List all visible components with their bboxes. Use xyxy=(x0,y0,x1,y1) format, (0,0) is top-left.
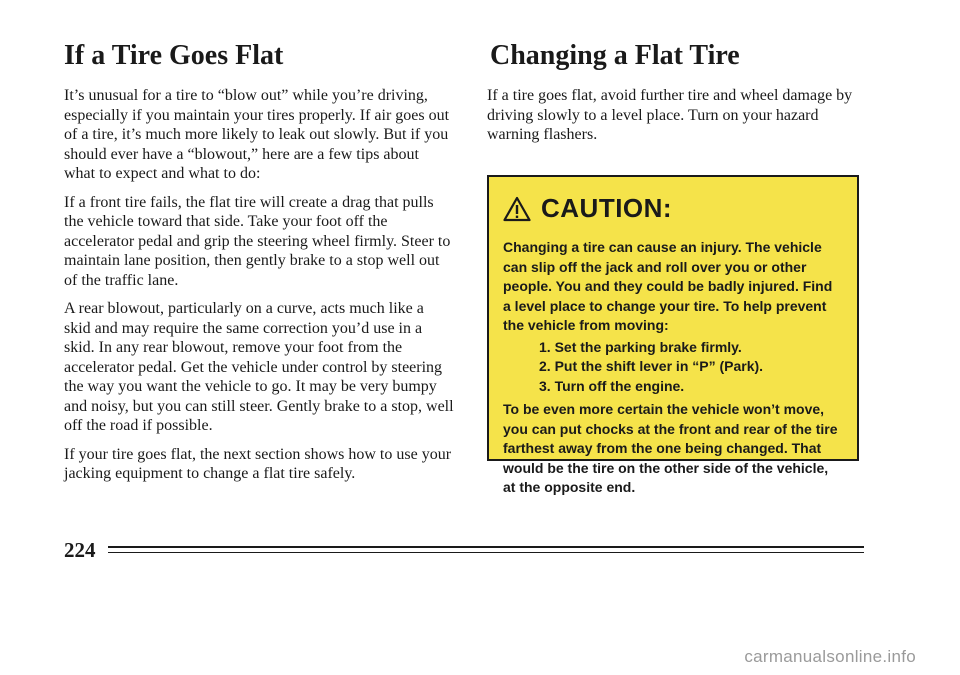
caution-outro: To be even more certain the vehicle won’t move, you can put chocks at the front and rear of the tire farthest away from the one being changed. That would be the tire on the other side of the vehicle, at the opposite end. xyxy=(503,401,838,495)
caution-box xyxy=(487,175,859,495)
caution-step: 2. Put the shift lever in “P” (Park). xyxy=(539,358,764,374)
section-heading-changing-tire: Changing a Flat Tire xyxy=(490,40,740,71)
warning-triangle-icon xyxy=(503,196,531,222)
section-heading-flat-tire: If a Tire Goes Flat xyxy=(64,40,284,71)
paragraph-front-tire: If a front tire fails, the flat tire will create a drag that pulls the vehicle toward that side. Take your foot off the accelerator pedal and grip the steering wheel firmly. Steer to maintain lane position, then gently brake to a stop well out of the traffic lane. xyxy=(64,193,451,289)
paragraph-blowout-intro: It’s unusual for a tire to “blow out” while you’re driving, especially if you maintain your tires properly. If air goes out of a tire, it’s much more likely to leak out slowly. But if you should ever have a “blowout,” here are a few tips about what to expect and what to do: xyxy=(64,87,450,182)
paragraph-changing-intro: If a tire goes flat, avoid further tire and wheel damage by driving slowly to a level place. Turn on your hazard warning flashers. xyxy=(487,87,853,143)
page-number: 224 xyxy=(64,538,96,562)
caution-steps xyxy=(503,338,843,397)
page-footer xyxy=(64,538,864,562)
footer-rule-thin xyxy=(108,552,864,553)
left-column xyxy=(64,40,454,493)
caution-intro: Changing a tire can cause an injury. The vehicle can slip off the jack and roll over you or other people. You and they could be badly injured. Find a level place to change your tire. To help prevent the vehicle from moving: xyxy=(503,239,833,333)
right-column xyxy=(487,40,867,154)
watermark: carmanualsonline.info xyxy=(744,647,916,666)
footer-rule-thick xyxy=(108,546,864,548)
caution-step: 1. Set the parking brake firmly. xyxy=(539,338,742,355)
caution-header xyxy=(503,193,843,224)
paragraph-rear-blowout: A rear blowout, particularly on a curve, acts much like a skid and may require the same correction you’d use in a skid. In any rear blowout, remove your foot from the accelerator pedal. Get the vehicle under control by steering the way you want the vehicle to go. It may be very bumpy and noisy, but you can still steer. Gently brake to a stop, well off the road if possible. xyxy=(64,300,454,434)
paragraph-next-section: If your tire goes flat, the next section shows how to use your jacking equipment to change a flat tire safely. xyxy=(64,445,452,482)
caution-title: CAUTION: xyxy=(541,193,673,223)
caution-step: 3. Turn off the engine. xyxy=(539,377,685,394)
